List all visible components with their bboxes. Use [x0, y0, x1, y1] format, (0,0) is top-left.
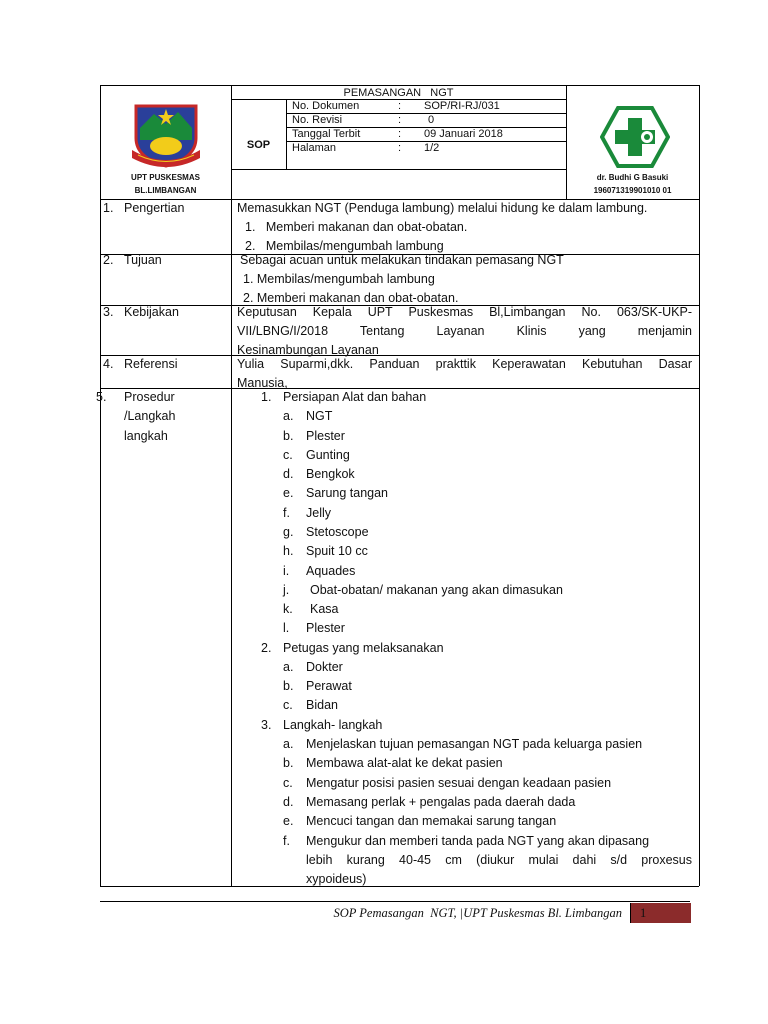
- item-text: Plester: [306, 429, 345, 443]
- item-marker: c.: [283, 448, 293, 462]
- item-marker: c.: [283, 698, 293, 712]
- item-text: Stetoscope: [306, 525, 369, 539]
- item-marker: i.: [283, 564, 290, 578]
- section-label: Referensi: [124, 357, 178, 371]
- item-marker: j.: [283, 583, 290, 597]
- meta-label: No. Dokumen: [292, 100, 360, 112]
- approver-nip: 196071319901010 01: [593, 186, 672, 195]
- section-label: Pengertian: [124, 201, 185, 215]
- item-text: Bidan: [306, 698, 338, 712]
- item-text: Perawat: [306, 679, 352, 693]
- step-number: 3.: [261, 718, 272, 732]
- item-marker: d.: [283, 795, 294, 809]
- footer-page-box: [630, 903, 691, 923]
- section-label: Prosedur: [124, 390, 175, 404]
- item-text: Bengkok: [306, 467, 355, 481]
- regency-emblem-icon: [128, 100, 204, 170]
- step-number: 2.: [261, 641, 272, 655]
- item-marker: g.: [283, 525, 294, 539]
- section-text: Memasukkan NGT (Penduga lambung) melalui hidung ke dalam lambung.: [237, 201, 648, 215]
- item-marker: l.: [283, 621, 290, 635]
- section-text: Manusia,: [237, 376, 288, 390]
- item-text: Membawa alat-alat ke dekat pasien: [306, 756, 503, 770]
- step-number: 1.: [261, 390, 272, 404]
- item-marker: a.: [283, 660, 294, 674]
- footer-text: SOP Pemasangan NGT, |UPT Puskesmas Bl. Limbangan: [333, 906, 622, 920]
- item-text: Memasang perlak + pengalas pada daerah dada: [306, 795, 576, 809]
- item-text: Sarung tangan: [306, 486, 389, 500]
- health-logo: [600, 106, 670, 168]
- item-text: Obat-obatan/ makanan yang akan dimasukan: [310, 583, 563, 597]
- section-number: 3.: [103, 305, 114, 319]
- item-marker: b.: [283, 429, 294, 443]
- section-number: 2.: [103, 253, 114, 267]
- item-marker: f.: [283, 506, 290, 520]
- item-marker: e.: [283, 814, 294, 828]
- item-text: Gunting: [306, 448, 350, 462]
- health-cross-icon: [600, 106, 670, 168]
- section-text: Yulia Suparmi,dkk. Panduan prakttik Keperawatan Kebutuhan Dasar: [237, 357, 692, 371]
- item-marker: b.: [283, 679, 294, 693]
- item-marker: h.: [283, 544, 294, 558]
- meta-sep: :: [398, 100, 402, 112]
- step-title: Langkah- langkah: [283, 718, 383, 732]
- approver-name: dr. Budhi G Basuki: [596, 173, 669, 182]
- item-text: Menjelaskan tujuan pemasangan NGT pada keluarga pasien: [306, 737, 643, 751]
- item-text: Dokter: [306, 660, 343, 674]
- item-marker: e.: [283, 486, 294, 500]
- meta-label: Halaman: [292, 142, 337, 154]
- footer-page-number: 1: [640, 906, 647, 920]
- item-text: Mengatur posisi pasien sesuai dengan keadaan pasien: [306, 776, 612, 790]
- meta-value: 09 Januari 2018: [424, 128, 503, 140]
- item-text-continued: lebih kurang 40-45 cm (diukur mulai dahi s/d proxesus: [306, 853, 692, 867]
- section-text: 1. Membilas/mengumbah lambung: [243, 272, 435, 286]
- item-text: Mengukur dan memberi tanda pada NGT yang akan dipasang: [306, 834, 650, 848]
- section-text: Keputusan Kepala UPT Puskesmas Bl,Limbangan No. 063/SK-UKP-: [237, 305, 692, 319]
- section-number: 1.: [103, 201, 114, 215]
- meta-label: No. Revisi: [292, 114, 343, 126]
- step-title: Persiapan Alat dan bahan: [283, 390, 427, 404]
- step-title: Petugas yang melaksanakan: [283, 641, 444, 655]
- section-number: 5.: [96, 390, 107, 404]
- item-marker: a.: [283, 737, 294, 751]
- item-text: Jelly: [306, 506, 332, 520]
- item-text-continued: xypoideus): [306, 872, 367, 886]
- meta-sep: :: [398, 142, 402, 154]
- meta-sep: :: [398, 128, 402, 140]
- section-text: 2. Memberi makanan dan obat-obatan.: [243, 291, 459, 305]
- item-text: Plester: [306, 621, 345, 635]
- section-text: Kesinambungan Layanan: [237, 343, 379, 357]
- section-text: Sebagai acuan untuk melakukan tindakan pemasang NGT: [240, 253, 564, 267]
- item-marker: f.: [283, 834, 290, 848]
- puskesmas-logo: [128, 100, 204, 170]
- item-marker: c.: [283, 776, 293, 790]
- item-text: Aquades: [306, 564, 356, 578]
- meta-value: SOP/RI-RJ/031: [424, 100, 500, 112]
- section-label: /Langkah: [124, 409, 176, 423]
- item-text: Mencuci tangan dan memakai sarung tangan: [306, 814, 557, 828]
- item-text: Spuit 10 cc: [306, 544, 368, 558]
- section-text: VII/LBNG/I/2018 Tentang Layanan Klinis yang menjamin: [237, 324, 692, 338]
- section-text: 1. Memberi makanan dan obat-obatan.: [245, 220, 468, 234]
- item-marker: a.: [283, 409, 294, 423]
- page-title: PEMASANGAN NGT: [343, 87, 454, 99]
- meta-value: 1/2: [424, 142, 440, 154]
- item-marker: k.: [283, 602, 293, 616]
- meta-value: 0: [428, 114, 435, 126]
- section-text: 2. Membilas/mengumbah lambung: [245, 239, 444, 253]
- sop-label: SOP: [246, 139, 271, 151]
- item-text: Kasa: [310, 602, 339, 616]
- left-org-line2: BL.LIMBANGAN: [134, 186, 197, 195]
- left-org-line1: UPT PUSKESMAS: [131, 173, 200, 182]
- meta-sep: :: [398, 114, 402, 126]
- meta-label: Tanggal Terbit: [292, 128, 361, 140]
- section-label: Kebijakan: [124, 305, 179, 319]
- section-label: Tujuan: [124, 253, 162, 267]
- item-text: NGT: [306, 409, 333, 423]
- section-number: 4.: [103, 357, 114, 371]
- item-marker: d.: [283, 467, 294, 481]
- section-label: langkah: [124, 429, 168, 443]
- item-marker: b.: [283, 756, 294, 770]
